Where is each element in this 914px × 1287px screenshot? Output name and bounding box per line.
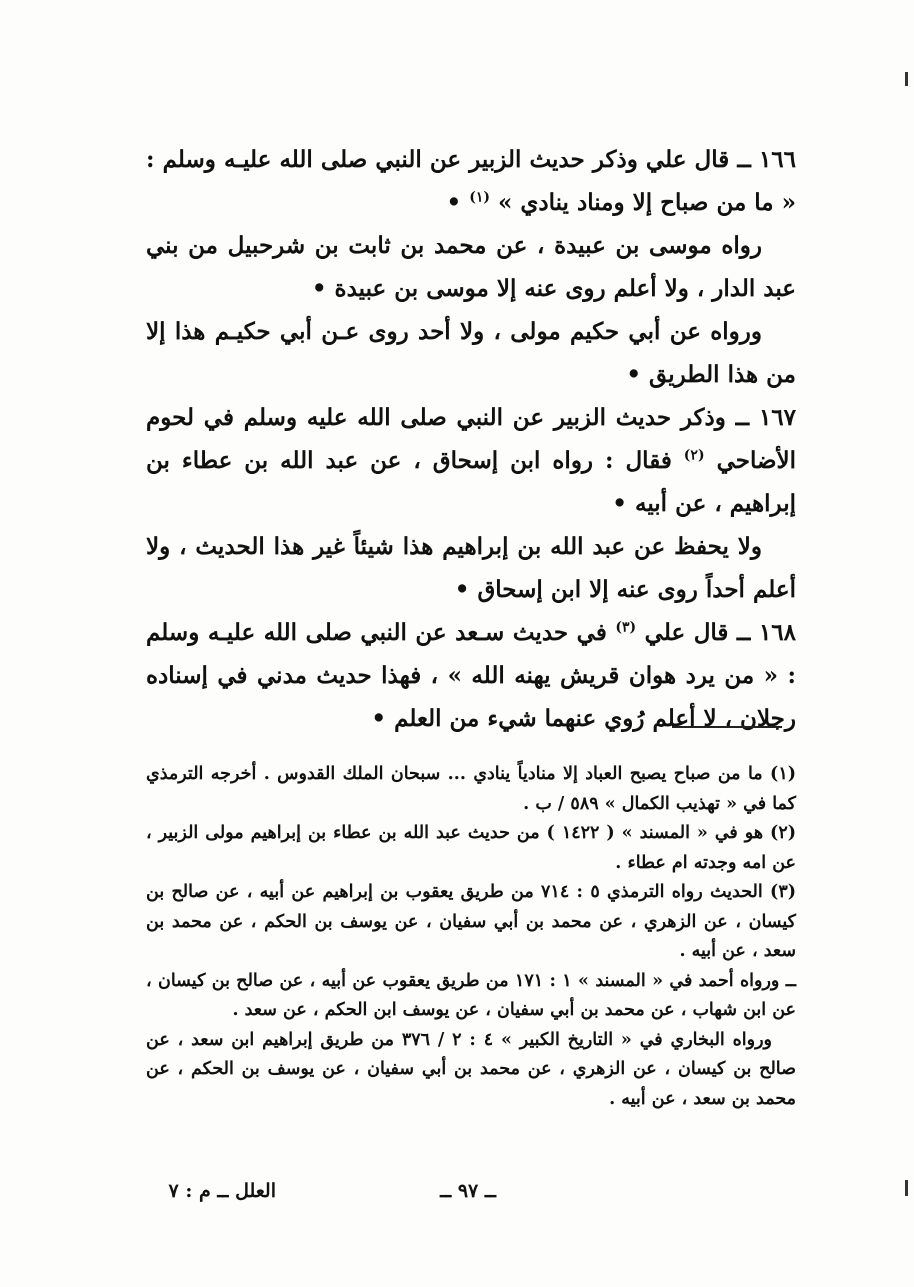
entry-168 — [146, 611, 796, 740]
entry-167-text: ١٦٧ ــ وذكر حديث الزبير عن النبي صلى الله عليه وسلم في لحوم الأضاحي — [146, 404, 796, 474]
footnote-ref-1: (١) — [469, 189, 490, 206]
entry-168-text: ١٦٨ ــ قال علي — [644, 619, 796, 646]
footnote-3-bukhari: ورواه البخاري في « التاريخ الكبير » ٤ : ٢ / ٣٧٦ من طريق إبراهيم ابن سعد ، عن صالح بن كيسان ، عن الزهري ، عن محمد بن أبي سفيان ، عن يوسف بن الحكم ، عن محمد بن سعد ، عن أبيه . — [146, 1029, 796, 1109]
footnote-2: (٢) هو في « المسند » ( ١٤٢٢ ) من حديث عبد الله بن عطاء بن إبراهيم مولى الزبير ، عن امه وجدته ام عطاء . — [146, 823, 796, 873]
footnote-3: (٣) الحديث رواه الترمذي ٥ : ٧١٤ من طريق يعقوب بن إبراهيم عن أبيه ، عن صالح بن كيسان ، عن الزهري ، عن محمد بن أبي سفيان ، عن يوسف بن الحكم ، عن محمد بن سعد ، عن أبيه . — [146, 882, 796, 961]
footnote-ref-2: (٢) — [683, 447, 705, 464]
entry-167-rest: فقال : رواه ابن إسحاق ، عن عبد الله بن عطاء بن إبراهيم ، عن أبيه • — [146, 447, 796, 517]
footnote-ref-3: (٣) — [615, 619, 637, 636]
entry-168-rest: في حديث سـعد عن النبي صلى الله عليـه وسلم : « من يرد هوان قريش يهنه الله » ، فهذا حديث مدني في إسناده رجلان ، لا أعلم رُوي عنهما شيء من العلم • — [146, 619, 796, 732]
signature-mark: العلل ــ م : ٧ — [168, 1180, 276, 1202]
entry-166 — [146, 138, 796, 224]
footnote-1: (١) ما من صباح يصبح العباد إلا منادياً ينادي ... سبحان الملك القدوس . أخرجه الترمذي كما في « تهذيب الكمال » ٥٨٩ / ب . — [146, 764, 796, 814]
footnote-3-ahmad: ــ ورواه أحمد في « المسند » ١ : ١٧١ من طريق يعقوب عن أبيه ، عن صالح بن كيسان ، عن ابن شهاب ، عن محمد بن أبي سفيان ، عن يوسف ابن الحكم ، عن سعد . — [146, 970, 796, 1020]
entry-166-text: ١٦٦ ــ قال علي وذكر حديث الزبير عن النبي صلى الله عليـه وسلم : « ما من صباح إلا ومناد ينادي » — [146, 146, 797, 216]
footnotes — [146, 760, 796, 1114]
page-footer — [146, 1180, 796, 1210]
page-number: ــ ٩٧ ــ — [440, 1180, 496, 1202]
paragraph-narration-abu-hakim: ورواه عن أبي حكيم مولى ، ولا أحد روى عـن أبي حكيـم هذا إلا من هذا الطريق • — [146, 318, 796, 388]
scan-edge-mark-top — [905, 72, 908, 86]
footnote-separator — [672, 726, 782, 728]
paragraph-narration-musa: رواه موسى بن عبيدة ، عن محمد بن ثابت بن شرحبيل من بني عبد الدار ، ولا أعلم روى عنه إلا موسى بن عبيدة • — [146, 232, 796, 302]
scan-edge-mark-bottom — [905, 1180, 908, 1196]
entry-166-end: • — [446, 189, 470, 216]
main-text — [146, 138, 796, 740]
entry-167 — [146, 396, 796, 525]
paragraph-abdullah: ولا يحفظ عن عبد الله بن إبراهيم هذا شيئاً غير هذا الحديث ، ولا أعلم أحداً روى عنه إلا ابن إسحاق • — [146, 533, 796, 603]
